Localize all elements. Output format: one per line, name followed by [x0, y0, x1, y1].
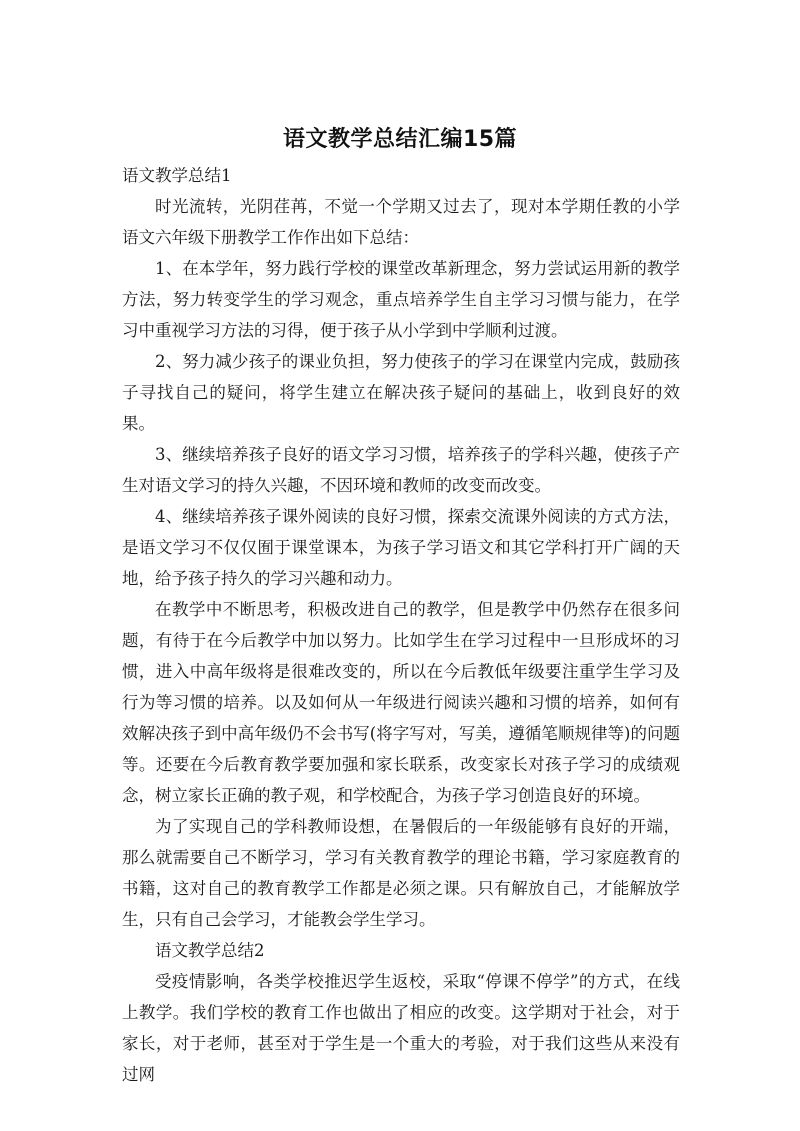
paragraph: 在教学中不断思考，积极改进自己的教学，但是教学中仍然存在很多问题，有待于在今后教学中加以努力。比如学生在学习过程中一旦形成坏的习惯，进入中高年级将是很难改变的，所以在今后教低年级要注重学生学习及行为等习惯的培养。以及如何从一年级进行阅读兴趣和习惯的培养，如何有效解决孩子到中高年级仍不会书写(将字写对，写美，遵循笔顺规律等)的问题等。还要在今后教育教学要加强和家长联系，改变家长对孩子学习的成绩观念，树立家长正确的教子观，和学校配合，为孩子学习创造良好的环境。 — [122, 600, 680, 805]
paragraph: 时光流转，光阴荏苒，不觉一个学期又过去了，现对本学期任教的小学语文六年级下册教学工作作出如下总结： — [122, 197, 680, 247]
paragraph: 受疫情影响，各类学校推迟学生返校，采取“停课不停学”的方式，在线上教学。我们学校的教育工作也做出了相应的改变。这学期对于社会，对于家长，对于老师，甚至对于学生是一个重大的考验，对于我们这些从来没有过网 — [122, 972, 680, 1084]
paragraph: 2、努力减少孩子的课业负担，努力使孩子的学习在课堂内完成，鼓励孩子寻找自己的疑问，将学生建立在解决孩子疑问的基础上，收到良好的效果。 — [122, 352, 680, 433]
paragraph: 3、继续培养孩子良好的语文学习习惯，培养孩子的学科兴趣，使孩子产生对语文学习的持久兴趣，不因环境和教师的改变而改变。 — [122, 445, 680, 495]
document-body — [122, 160, 680, 1090]
paragraph: 1、在本学年，努力践行学校的课堂改革新理念，努力尝试运用新的教学方法，努力转变学生的学习观念，重点培养学生自主学习习惯与能力，在学习中重视学习方法的习得，便于孩子从小学到中学顺利过渡。 — [122, 259, 680, 340]
document-title: 语文教学总结汇编15篇 — [282, 127, 518, 152]
section-heading: 语文教学总结1 — [122, 166, 232, 185]
paragraph: 4、继续培养孩子课外阅读的良好习惯，探索交流课外阅读的方式方法，是语文学习不仅仅囿于课堂课本，为孩子学习语文和其它学科打开广阔的天地，给予孩子持久的学习兴趣和动力。 — [122, 507, 680, 588]
section-heading: 语文教学总结2 — [155, 941, 265, 960]
paragraph: 为了实现自己的学科教师设想，在暑假后的一年级能够有良好的开端，那么就需要自己不断学习，学习有关教育教学的理论书籍，学习家庭教育的书籍，这对自己的教育教学工作都是必须之课。只有解放自己，才能解放学生，只有自己会学习，才能教会学生学习。 — [122, 817, 680, 929]
